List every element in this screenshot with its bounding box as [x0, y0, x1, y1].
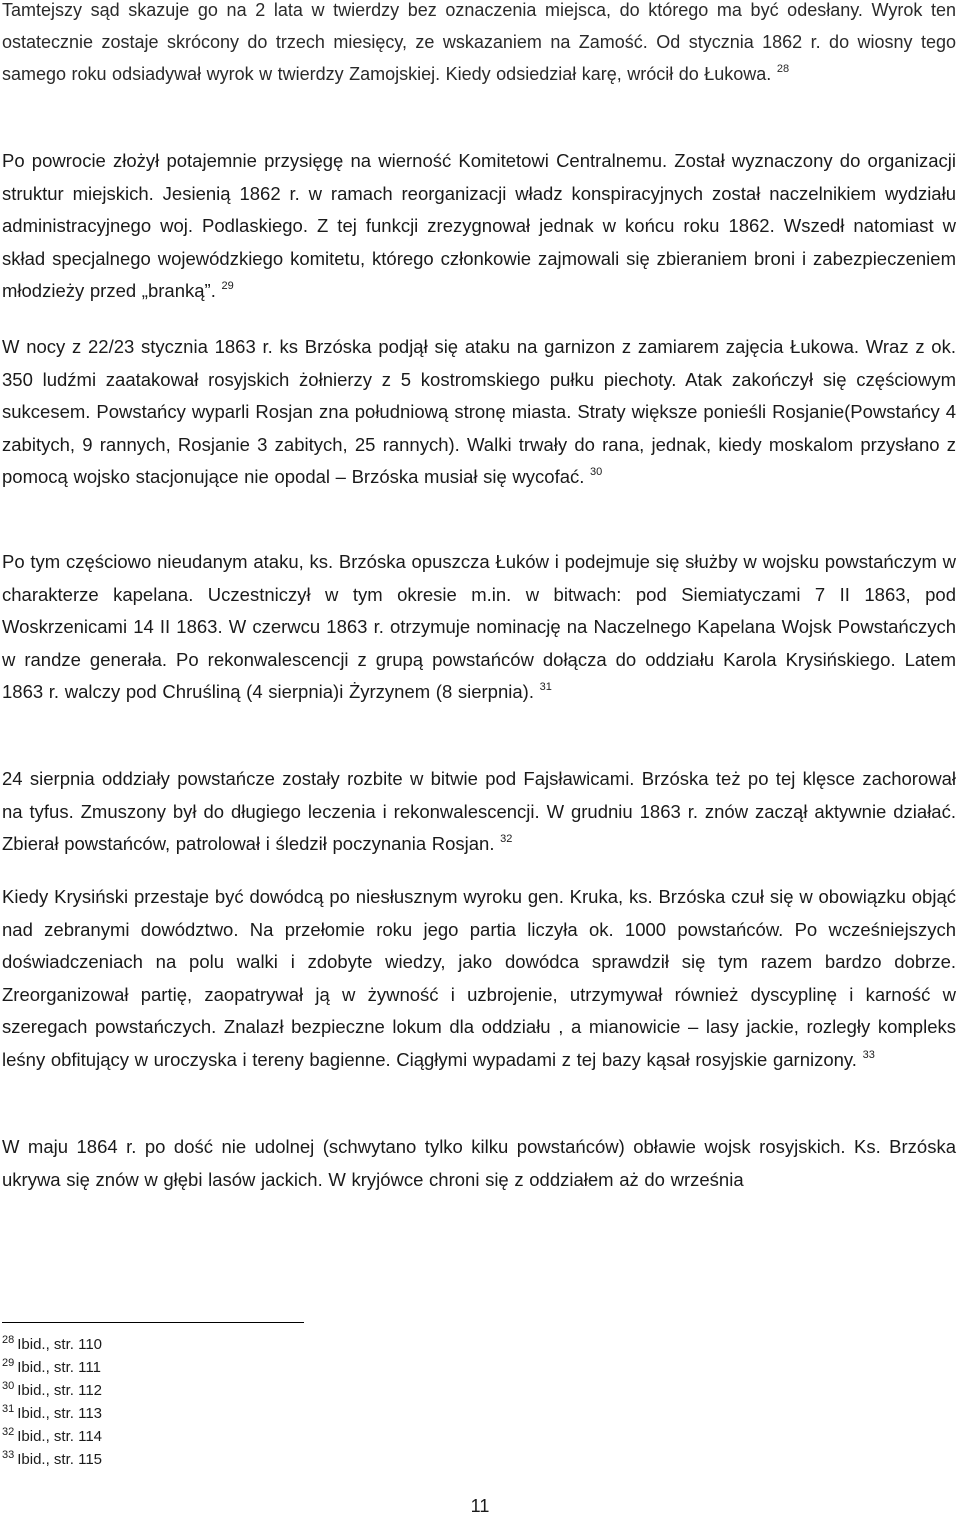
footnote-separator [2, 1322, 304, 1323]
paragraph-6-text: Kiedy Krysiński przestaje być dowódcą po niesłusznym wyroku gen. Kruka, ks. Brzóska czuł się w obowiązku objąć nad zebranymi dowództwo. Na przełomie roku jego partia liczyła ok. 1000 powstańców. Po wcześniejszych doświadczeniach na polu walki i zdobyte wiedzy, jako dowódca sprawdził się tym razem bardzo dobrze. Zreorganizował partię, zaopatrywał ją w żywność i uzbrojenie, utrzymywał również dyscyplinę i karność w szeregach powstańczych. Znalazł bezpieczne lokum dla oddziału , a mianowicie – lasy jackie, rozległy kompleks leśny obfitujący w uroczyska i tereny bagienne. Ciągłymi wypadami z tej bazy kąsał rosyjskie garnizony. [2, 886, 956, 1070]
footnote-30 [2, 1379, 102, 1402]
paragraph-4 [2, 546, 956, 709]
footnote-ref-33[interactable]: 33 [862, 1048, 875, 1061]
paragraph-5-text: 24 sierpnia oddziały powstańcze zostały rozbite w bitwie pod Fajsławicami. Brzóska też po tej klęsce zachorował na tyfus. Zmuszony był do długiego leczenia i rekonwalescencji. W grudniu 1863 r. znów zaczął aktywnie działać. Zbierał powstańców, patrolował i śledził poczynania Rosjan. [2, 768, 956, 854]
footnotes-list [2, 1333, 102, 1471]
paragraph-1 [2, 0, 956, 90]
paragraph-6 [2, 881, 956, 1076]
footnote-ref-32[interactable]: 32 [500, 833, 513, 845]
paragraph-2 [2, 145, 956, 308]
footnote-number: 32 [2, 1426, 15, 1438]
footnote-33 [2, 1448, 102, 1471]
footnote-text: Ibid., str. 112 [17, 1382, 103, 1399]
footnote-number: 30 [2, 1380, 15, 1392]
footnote-ref-30[interactable]: 30 [590, 466, 603, 478]
footnote-number: 29 [2, 1357, 15, 1369]
footnote-29 [2, 1356, 102, 1379]
page-number: 11 [470, 1496, 490, 1516]
footnote-number: 33 [2, 1449, 15, 1461]
footnote-text: Ibid., str. 114 [17, 1428, 103, 1445]
paragraph-7 [2, 1131, 956, 1196]
footnote-ref-28[interactable]: 28 [776, 63, 790, 75]
footnote-text: Ibid., str. 111 [17, 1359, 101, 1376]
footnote-31 [2, 1402, 102, 1425]
paragraph-3-text: W nocy z 22/23 stycznia 1863 r. ks Brzóska podjął się ataku na garnizon z zamiarem zajęcia Łukowa. Wraz z ok. 350 ludźmi zaatakował rosyjskich żołnierzy z 5 kostromskiego pułku piechoty. Atak zakończył się częściowym sukcesem. Powstańcy wyparli Rosjan zna południową stronę miasta. Straty większe ponieśli Rosjanie(Powstańcy 4 zabitych, 9 rannych, Rosjanie 3 zabitych, 25 rannych). Walki trwały do rana, jednak, kiedy moskalom przysłano z pomocą wojsko stacjonujące nie opodal – Brzóska musiał się wycofać. [2, 336, 956, 487]
footnote-number: 31 [2, 1403, 15, 1415]
footnote-ref-29[interactable]: 29 [221, 280, 234, 292]
footnote-32 [2, 1425, 102, 1448]
paragraph-3 [2, 331, 956, 494]
footnote-text: Ibid., str. 110 [17, 1336, 103, 1353]
footnote-text: Ibid., str. 113 [17, 1405, 103, 1422]
paragraph-5 [2, 763, 956, 861]
paragraph-2-text: Po powrocie złożył potajemnie przysięgę na wierność Komitetowi Centralnemu. Został wyznaczony do organizacji struktur miejskich. Jesienią 1862 r. w ramach reorganizacji władz konspiracyjnych został naczelnikiem wydziału administracyjnego woj. Podlaskiego. Z tej funkcji zrezygnował jednak w końcu roku 1862. Wszedł natomiast w skład specjalnego wojewódzkiego komitetu, którego członkowie zajmowali się zbieraniem broni i zabezpieczeniem młodzieży przed „branką”. [2, 150, 956, 301]
footnote-ref-31[interactable]: 31 [539, 681, 552, 693]
paragraph-4-text: Po tym częściowo nieudanym ataku, ks. Brzóska opuszcza Łuków i podejmuje się służby w wojsku powstańczym w charakterze kapelana. Uczestniczył w tym okresie m.in. w bitwach: pod Siemiatyczami 7 II 1863, pod Woskrzenicami 14 II 1863. W czerwcu 1863 r. otrzymuje nominację na Naczelnego Kapelana Wojsk Powstańczych w randze generała. Po rekonwalescencji z grupą powstańców dołącza do oddziału Karola Krysińskiego. Latem 1863 r. walczy pod Chruśliną (4 sierpnia)i Żyrzynem (8 sierpnia). [2, 551, 956, 702]
footnote-number: 28 [2, 1334, 15, 1346]
footnote-text: Ibid., str. 115 [17, 1451, 103, 1468]
paragraph-7-text: W maju 1864 r. po dość nie udolnej (schwytano tylko kilku powstańców) obławie wojsk rosyjskich. Ks. Brzóska ukrywa się znów w głębi lasów jackich. W kryjówce chroni się z oddziałem aż do września [2, 1136, 956, 1190]
paragraph-1-text: Tamtejszy sąd skazuje go na 2 lata w twierdzy bez oznaczenia miejsca, do którego ma być odesłany. Wyrok ten ostatecznie zostaje skrócony do trzech miesięcy, ze wskazaniem na Zamość. Od stycznia 1862 r. do wiosny tego samego roku odsiadywał wyrok w twierdzy Zamojskiej. Kiedy odsiedział karę, wrócił do Łukowa. [2, 0, 956, 84]
footnote-28 [2, 1333, 102, 1356]
